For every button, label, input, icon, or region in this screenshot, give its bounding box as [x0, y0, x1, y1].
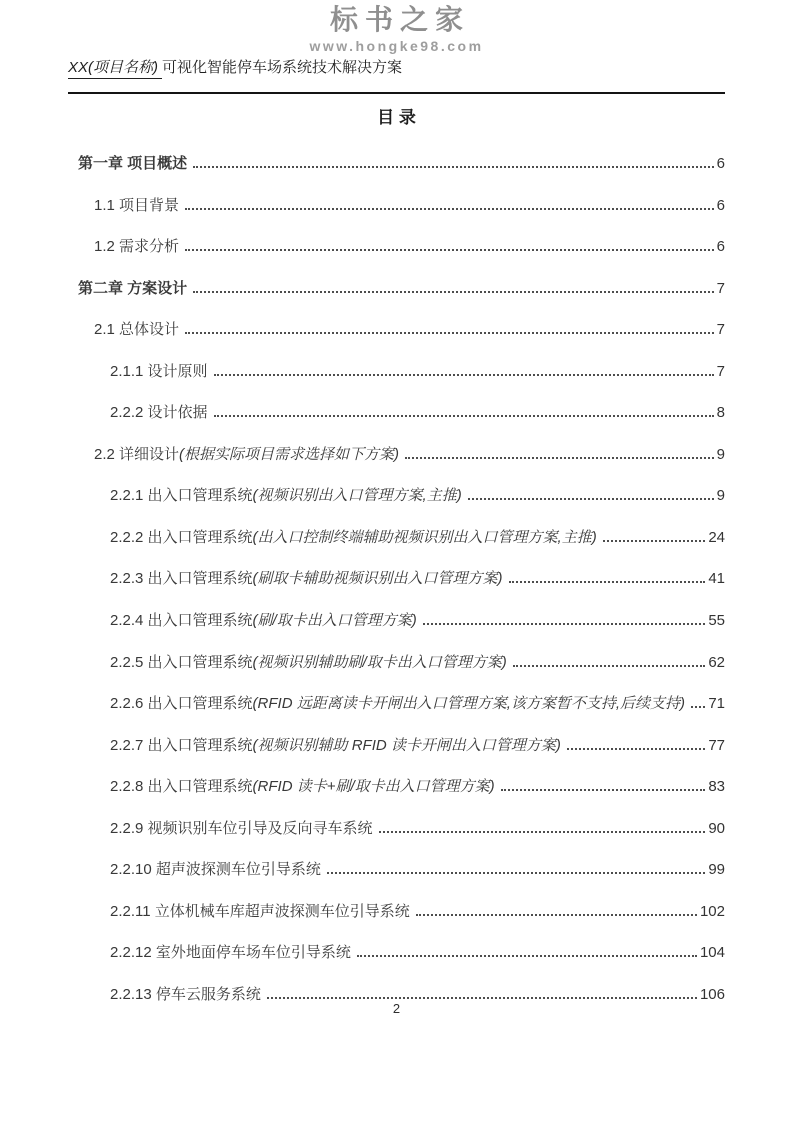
toc-entry-text: 2.2.5 出入口管理系统 [110, 653, 253, 671]
toc-page-number: 6 [716, 238, 725, 256]
toc-entry-label [94, 318, 179, 339]
toc-page-number: 102 [699, 902, 725, 920]
toc-entry[interactable] [68, 679, 725, 721]
toc-leader-dots [691, 706, 705, 708]
toc-entry-text: 2.2.6 出入口管理系统 [110, 695, 253, 713]
toc-page-number: 7 [716, 321, 725, 339]
toc-entry[interactable] [68, 554, 725, 596]
toc-leader-dots [327, 872, 705, 874]
toc-leader-dots [267, 997, 697, 999]
toc-entry-text: 2.2 详细设计 [94, 445, 180, 463]
toc-entry-text: 2.1 总体设计 [94, 321, 180, 339]
toc-page-number: 106 [699, 985, 725, 1003]
page-footer [0, 1001, 793, 1016]
toc-entry[interactable] [68, 638, 725, 680]
toc-entry[interactable] [68, 471, 725, 513]
project-name-placeholder: XX(项目名称) [68, 59, 162, 79]
toc-entry-italic: (RFID 读卡+刷/取卡出入口管理方案) [252, 778, 495, 796]
toc-page-number: 24 [708, 528, 725, 546]
toc-leader-dots [379, 831, 706, 833]
page-number: 2 [392, 1001, 401, 1016]
site-logo-url: www.hongke98.com [309, 37, 484, 54]
toc-entry[interactable] [68, 139, 725, 181]
toc-entry-label [110, 900, 410, 921]
toc-page-number: 6 [716, 196, 725, 214]
toc-entry-italic: (根据实际项目需求选择如下方案) [179, 445, 400, 463]
toc-leader-dots [423, 623, 706, 625]
toc-entry-label [78, 152, 187, 173]
toc-entry-text: 2.2.4 出入口管理系统 [110, 612, 253, 630]
toc-leader-dots [405, 457, 714, 459]
toc-entry-text: 第一章 项目概述 [78, 155, 188, 172]
toc-entry-text: 2.2.9 视频识别车位引导及反向寻车系统 [110, 819, 373, 837]
toc-page-number: 7 [716, 362, 725, 380]
toc-entry-italic: (出入口控制终端辅助视频识别出入口管理方案,主推) [252, 528, 597, 546]
toc-entry-text: 2.2.2 出入口管理系统 [110, 528, 253, 546]
toc-title: 目 录 [377, 108, 416, 127]
toc-entry[interactable] [68, 762, 725, 804]
toc-page-number: 62 [708, 653, 725, 671]
toc-entry-label [110, 401, 208, 422]
toc-leader-dots [603, 540, 706, 542]
toc-entry-label [110, 609, 417, 630]
toc-entry[interactable] [68, 721, 725, 763]
toc-entry[interactable] [68, 845, 725, 887]
toc-entry[interactable] [68, 347, 725, 389]
toc-leader-dots [567, 748, 705, 750]
toc-entry[interactable] [68, 388, 725, 430]
toc-entry-text: 2.2.1 出入口管理系统 [110, 487, 253, 505]
toc-entry-text: 1.1 项目背景 [94, 196, 180, 214]
toc-entry-text: 2.2.10 超声波探测车位引导系统 [110, 861, 321, 879]
toc-leader-dots [193, 291, 713, 293]
toc-page-number: 41 [708, 570, 725, 588]
toc-list [68, 139, 725, 1011]
toc-entry-italic: (刷/取卡出入口管理方案) [252, 612, 417, 630]
toc-leader-dots [185, 332, 714, 334]
toc-leader-dots [193, 166, 713, 168]
document-title: 可视化智能停车场系统技术解决方案 [162, 59, 403, 76]
toc-leader-dots [214, 415, 714, 417]
toc-entry[interactable] [68, 804, 725, 846]
toc-page-number: 71 [708, 695, 725, 713]
toc-entry[interactable] [68, 181, 725, 223]
toc-entry-label [110, 360, 208, 381]
header-divider [68, 92, 725, 94]
toc-page-number: 9 [716, 445, 725, 463]
toc-entry-label [110, 734, 561, 755]
toc-entry-text: 2.2.2 设计依据 [110, 404, 208, 422]
toc-entry[interactable] [68, 222, 725, 264]
toc-leader-dots [214, 374, 714, 376]
toc-entry[interactable] [68, 887, 725, 929]
toc-entry-text: 2.1.1 设计原则 [110, 362, 208, 380]
toc-leader-dots [416, 914, 697, 916]
toc-entry-label [110, 817, 373, 838]
site-logo-text: 标书之家 [329, 4, 470, 35]
toc-entry-text: 2.2.7 出入口管理系统 [110, 736, 253, 754]
toc-entry-text: 第二章 方案设计 [78, 279, 188, 297]
toc-entry[interactable] [68, 305, 725, 347]
toc-entry-label [94, 443, 399, 464]
toc-entry-label [94, 194, 179, 215]
toc-entry-text: 2.2.11 立体机械车库超声波探测车位引导系统 [110, 902, 410, 920]
toc-page-number: 6 [716, 155, 725, 172]
toc-entry-text: 2.2.8 出入口管理系统 [110, 778, 253, 796]
toc-page-number: 77 [708, 736, 725, 754]
toc-entry[interactable] [68, 928, 725, 970]
toc-entry-italic: (刷取卡辅助视频识别出入口管理方案) [252, 570, 503, 588]
toc-leader-dots [501, 789, 706, 791]
toc-entry-text: 1.2 需求分析 [94, 238, 180, 256]
toc-entry[interactable] [68, 596, 725, 638]
document-header [68, 56, 726, 77]
toc-page-number: 99 [708, 861, 725, 879]
toc-page-number: 9 [716, 487, 725, 505]
toc-entry-label [78, 277, 187, 298]
toc-entry-label [110, 941, 351, 962]
toc-entry[interactable] [68, 513, 725, 555]
toc-entry-italic: (RFID 远距离读卡开闸出入口管理方案,该方案暂不支持,后续支持) [252, 695, 686, 713]
toc-entry-label [94, 235, 179, 256]
toc-leader-dots [185, 249, 714, 251]
toc-entry-label [110, 692, 685, 713]
toc-entry-label [110, 651, 507, 672]
toc-leader-dots [185, 208, 714, 210]
toc-leader-dots [509, 581, 706, 583]
toc-entry-text: 2.2.3 出入口管理系统 [110, 570, 253, 588]
toc-entry-text: 2.2.12 室外地面停车场车位引导系统 [110, 944, 351, 962]
toc-page-number: 8 [716, 404, 725, 422]
toc-page-number: 7 [716, 279, 725, 297]
toc-page-number: 104 [699, 944, 725, 962]
toc-page-number: 55 [708, 612, 725, 630]
toc-entry[interactable] [68, 430, 725, 472]
toc-entry-label [110, 484, 462, 505]
toc-entry-italic: (视频识别辅助刷/取卡出入口管理方案) [252, 653, 507, 671]
toc-page-number: 90 [708, 819, 725, 837]
toc-page-number: 83 [708, 778, 725, 796]
toc-entry[interactable] [68, 264, 725, 306]
toc-entry-label [110, 858, 321, 879]
toc-leader-dots [468, 498, 714, 500]
toc-entry-italic: (视频识别出入口管理方案,主推) [252, 487, 462, 505]
toc-entry-italic: (视频识别辅助 RFID 读卡开闸出入口管理方案) [252, 736, 561, 754]
toc-entry-text: 2.2.13 停车云服务系统 [110, 985, 261, 1003]
toc-entry-label [110, 775, 495, 796]
site-logo [0, 5, 793, 54]
toc-entry-label [110, 567, 503, 588]
toc-leader-dots [357, 955, 697, 957]
toc-entry-label [110, 526, 597, 547]
toc-leader-dots [513, 665, 706, 667]
